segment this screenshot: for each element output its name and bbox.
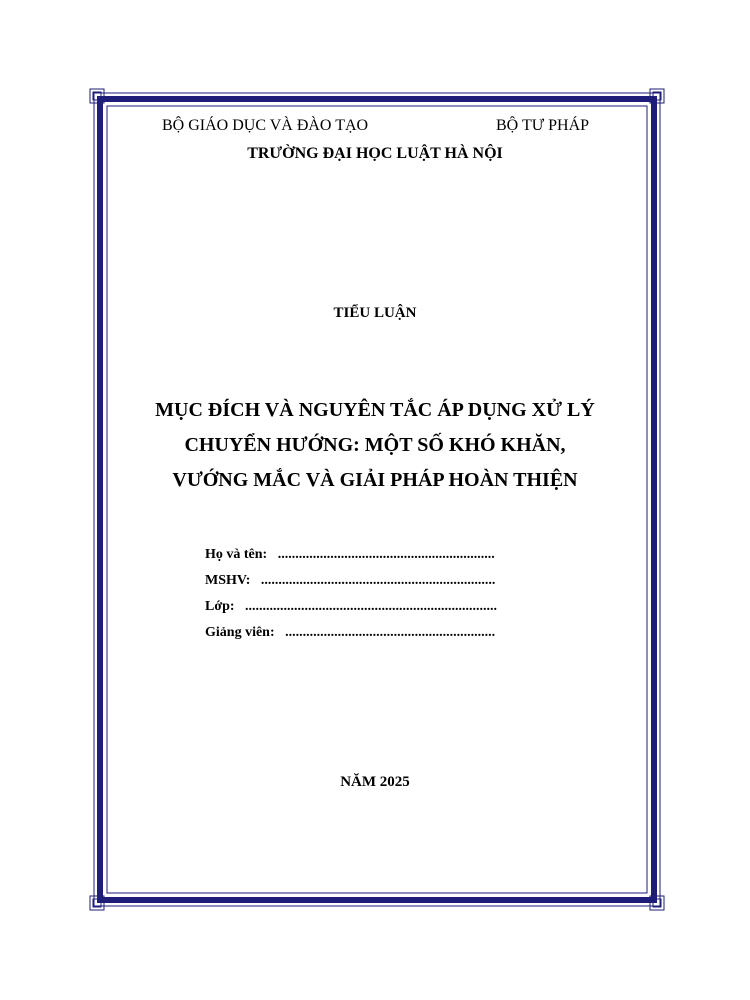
corner-ornament-top-right xyxy=(650,89,664,103)
info-row-class xyxy=(205,594,497,620)
corner-ornament-bottom-right xyxy=(650,896,664,910)
ministry-justice-label: BỘ TƯ PHÁP xyxy=(496,117,590,134)
essay-title xyxy=(0,393,750,498)
info-dots-student-id: ................................................................... xyxy=(260,573,496,588)
info-row-lecturer xyxy=(205,620,497,646)
title-line: MỤC ĐÍCH VÀ NGUYÊN TẮC ÁP DỤNG XỬ LÝ xyxy=(155,399,595,421)
title-line: VƯỚNG MẮC VÀ GIẢI PHÁP HOÀN THIỆN xyxy=(172,469,578,491)
corner-ornament-top-left xyxy=(90,89,104,103)
school-name: TRƯỜNG ĐẠI HỌC LUẬT HÀ NỘI xyxy=(247,145,503,162)
info-label-name: Họ và tên: xyxy=(205,547,275,562)
info-label-student-id: MSHV: xyxy=(205,573,258,588)
info-dots-class: ........................................................................ xyxy=(245,599,498,614)
ministry-education-label: BỘ GIÁO DỤC VÀ ĐÀO TẠO xyxy=(162,117,369,134)
info-label-class: Lớp: xyxy=(205,599,242,614)
info-dots-name: .............................................................. xyxy=(277,547,495,562)
info-label-lecturer: Giảng viên: xyxy=(205,625,282,640)
student-info-block xyxy=(205,542,497,646)
info-row-name xyxy=(205,542,497,568)
corner-ornament-bottom-left xyxy=(90,896,104,910)
document-type: TIỂU LUẬN xyxy=(333,305,417,321)
year-label: NĂM 2025 xyxy=(340,774,410,790)
title-line: CHUYỂN HƯỚNG: MỘT SỐ KHÓ KHĂN, xyxy=(184,434,566,456)
info-row-student-id xyxy=(205,568,497,594)
info-dots-lecturer: ............................................................ xyxy=(285,625,496,640)
